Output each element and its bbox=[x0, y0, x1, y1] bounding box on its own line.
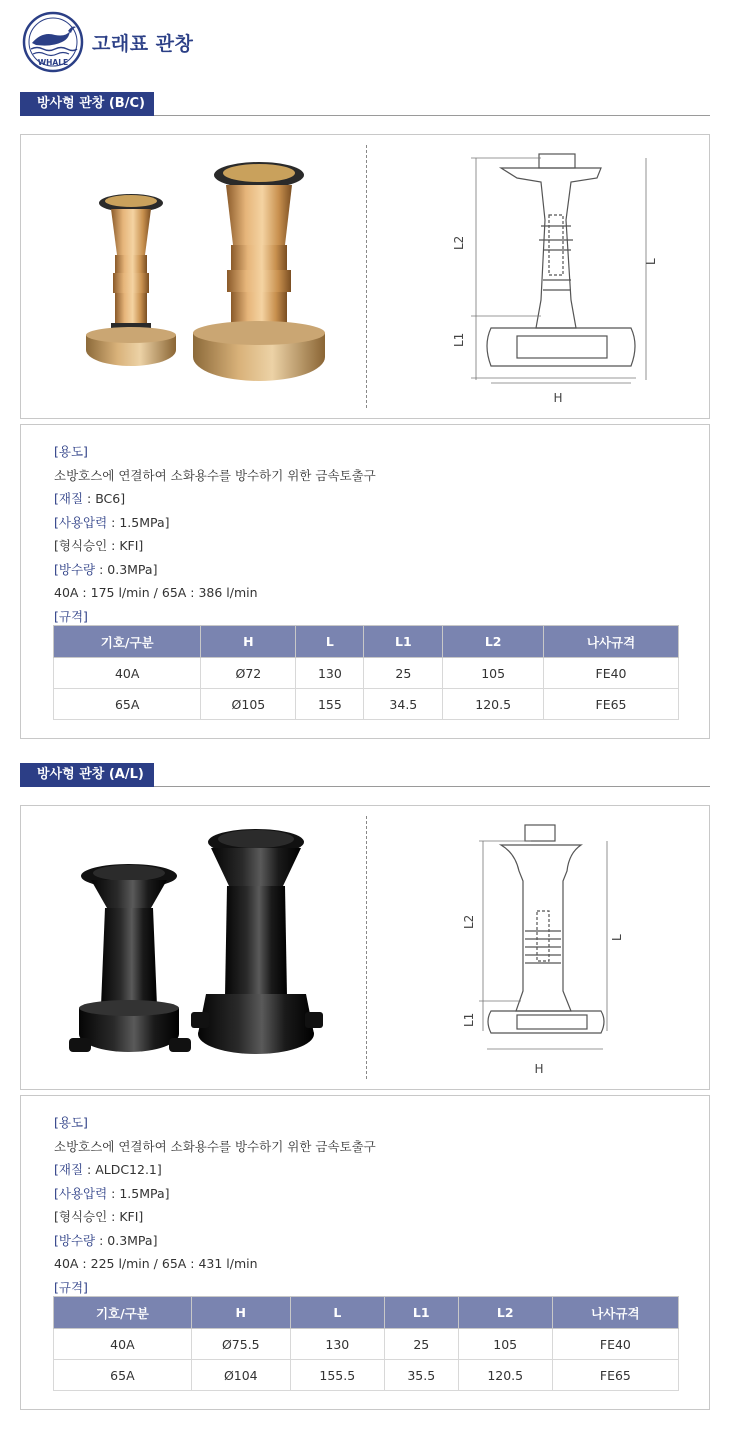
table-cell: 65A bbox=[54, 1360, 192, 1391]
table-cell: 40A bbox=[54, 1329, 192, 1360]
material-label: [재질 bbox=[54, 491, 84, 506]
table-cell: FE40 bbox=[544, 658, 679, 689]
drawing-label-l1: L1 bbox=[452, 332, 466, 347]
pressure-label: [사용압력 bbox=[54, 1185, 108, 1201]
table-header-row bbox=[54, 626, 679, 658]
drawing-label-h: H bbox=[553, 391, 563, 405]
spec-table-2 bbox=[53, 1296, 679, 1391]
black-nozzle-photo bbox=[61, 816, 331, 1078]
drawing-label-l2: L2 bbox=[462, 914, 476, 929]
usage-label: [용도] bbox=[54, 1115, 88, 1130]
usage-text: 소방호스에 연결하여 소화용수를 방수하기 위한 금속토출구 bbox=[54, 467, 376, 483]
table-header: L bbox=[296, 626, 364, 658]
approval-text: [형식승인 : KFI] bbox=[54, 538, 144, 553]
flow-value: : 0.3MPa] bbox=[95, 1232, 158, 1248]
table-header-row bbox=[54, 1297, 679, 1329]
section-1-title-bar bbox=[20, 92, 710, 116]
section-2-title-bar bbox=[20, 763, 710, 787]
table-header: L1 bbox=[364, 626, 443, 658]
whale-logo-icon bbox=[22, 11, 84, 73]
photo-drawing-divider bbox=[366, 145, 367, 408]
usage-text: 소방호스에 연결하여 소화용수를 방수하기 위한 금속토출구 bbox=[54, 1138, 376, 1154]
drawing-label-l: L bbox=[610, 934, 624, 941]
table-cell: Ø104 bbox=[191, 1360, 290, 1391]
flow-value: : 0.3MPa] bbox=[95, 561, 158, 577]
table-cell: 105 bbox=[458, 1329, 552, 1360]
section-1-image-box bbox=[20, 134, 710, 419]
section-2-info-box bbox=[20, 1095, 710, 1410]
table-header: H bbox=[191, 1297, 290, 1329]
spec-label: [규격] bbox=[54, 608, 88, 624]
table-cell: 35.5 bbox=[384, 1360, 458, 1391]
table-row bbox=[54, 689, 679, 720]
photo-drawing-divider bbox=[366, 816, 367, 1079]
table-header: 기호/구분 bbox=[54, 1297, 192, 1329]
table-header: 나사규격 bbox=[544, 626, 679, 658]
approval-text: [형식승인 : KFI] bbox=[54, 1209, 144, 1224]
table-header: L2 bbox=[443, 626, 544, 658]
pressure-value: : 1.5MPa] bbox=[107, 514, 170, 530]
pressure-label: [사용압력 bbox=[54, 514, 108, 530]
page-header bbox=[22, 12, 193, 72]
table-cell: 34.5 bbox=[364, 689, 443, 720]
brass-nozzle-photo bbox=[61, 145, 331, 407]
table-cell: 40A bbox=[54, 658, 201, 689]
brand-title: 고래표 관창 bbox=[92, 32, 194, 55]
bc-technical-drawing bbox=[421, 140, 661, 412]
table-cell: Ø72 bbox=[201, 658, 296, 689]
spec-table-1 bbox=[53, 625, 679, 720]
table-row bbox=[54, 1360, 679, 1391]
table-header: L2 bbox=[458, 1297, 552, 1329]
usage-label: [용도] bbox=[54, 444, 88, 459]
table-row bbox=[54, 1329, 679, 1360]
table-cell: 65A bbox=[54, 689, 201, 720]
logo-text: WHALE bbox=[37, 58, 69, 67]
table-cell: FE65 bbox=[552, 1360, 678, 1391]
table-header: H bbox=[201, 626, 296, 658]
pressure-value: : 1.5MPa] bbox=[107, 1185, 170, 1201]
section-2-image-box bbox=[20, 805, 710, 1090]
table-cell: 130 bbox=[290, 1329, 384, 1360]
section-2-info bbox=[54, 1111, 376, 1299]
flow-label: [방수량 bbox=[54, 561, 96, 577]
flow-label: [방수량 bbox=[54, 1232, 96, 1248]
drawing-label-l: L bbox=[644, 258, 658, 265]
spec-label: [규격] bbox=[54, 1279, 88, 1295]
table-cell: 155.5 bbox=[290, 1360, 384, 1391]
material-value: : ALDC12.1] bbox=[83, 1162, 162, 1177]
section-1-title: 방사형 관창 (B/C) bbox=[20, 92, 154, 116]
table-cell: FE40 bbox=[552, 1329, 678, 1360]
table-cell: 120.5 bbox=[443, 689, 544, 720]
section-1-info bbox=[54, 440, 376, 628]
table-cell: FE65 bbox=[544, 689, 679, 720]
table-cell: 155 bbox=[296, 689, 364, 720]
table-header: 기호/구분 bbox=[54, 626, 201, 658]
table-header: 나사규격 bbox=[552, 1297, 678, 1329]
table-cell: Ø75.5 bbox=[191, 1329, 290, 1360]
table-cell: 130 bbox=[296, 658, 364, 689]
flow-text: 40A : 175 l/min / 65A : 386 l/min bbox=[54, 585, 258, 600]
material-value: : BC6] bbox=[83, 491, 126, 506]
drawing-label-l2: L2 bbox=[452, 235, 466, 250]
table-cell: 105 bbox=[443, 658, 544, 689]
table-cell: 25 bbox=[364, 658, 443, 689]
table-header: L bbox=[290, 1297, 384, 1329]
table-cell: 120.5 bbox=[458, 1360, 552, 1391]
drawing-label-l1: L1 bbox=[462, 1012, 476, 1027]
table-row bbox=[54, 658, 679, 689]
al-technical-drawing bbox=[421, 811, 661, 1083]
drawing-label-h: H bbox=[534, 1062, 544, 1076]
table-cell: Ø105 bbox=[201, 689, 296, 720]
section-2-title: 방사형 관창 (A/L) bbox=[20, 763, 154, 787]
section-1-info-box bbox=[20, 424, 710, 739]
table-header: L1 bbox=[384, 1297, 458, 1329]
material-label: [재질 bbox=[54, 1162, 84, 1177]
table-cell: 25 bbox=[384, 1329, 458, 1360]
flow-text: 40A : 225 l/min / 65A : 431 l/min bbox=[54, 1256, 258, 1271]
